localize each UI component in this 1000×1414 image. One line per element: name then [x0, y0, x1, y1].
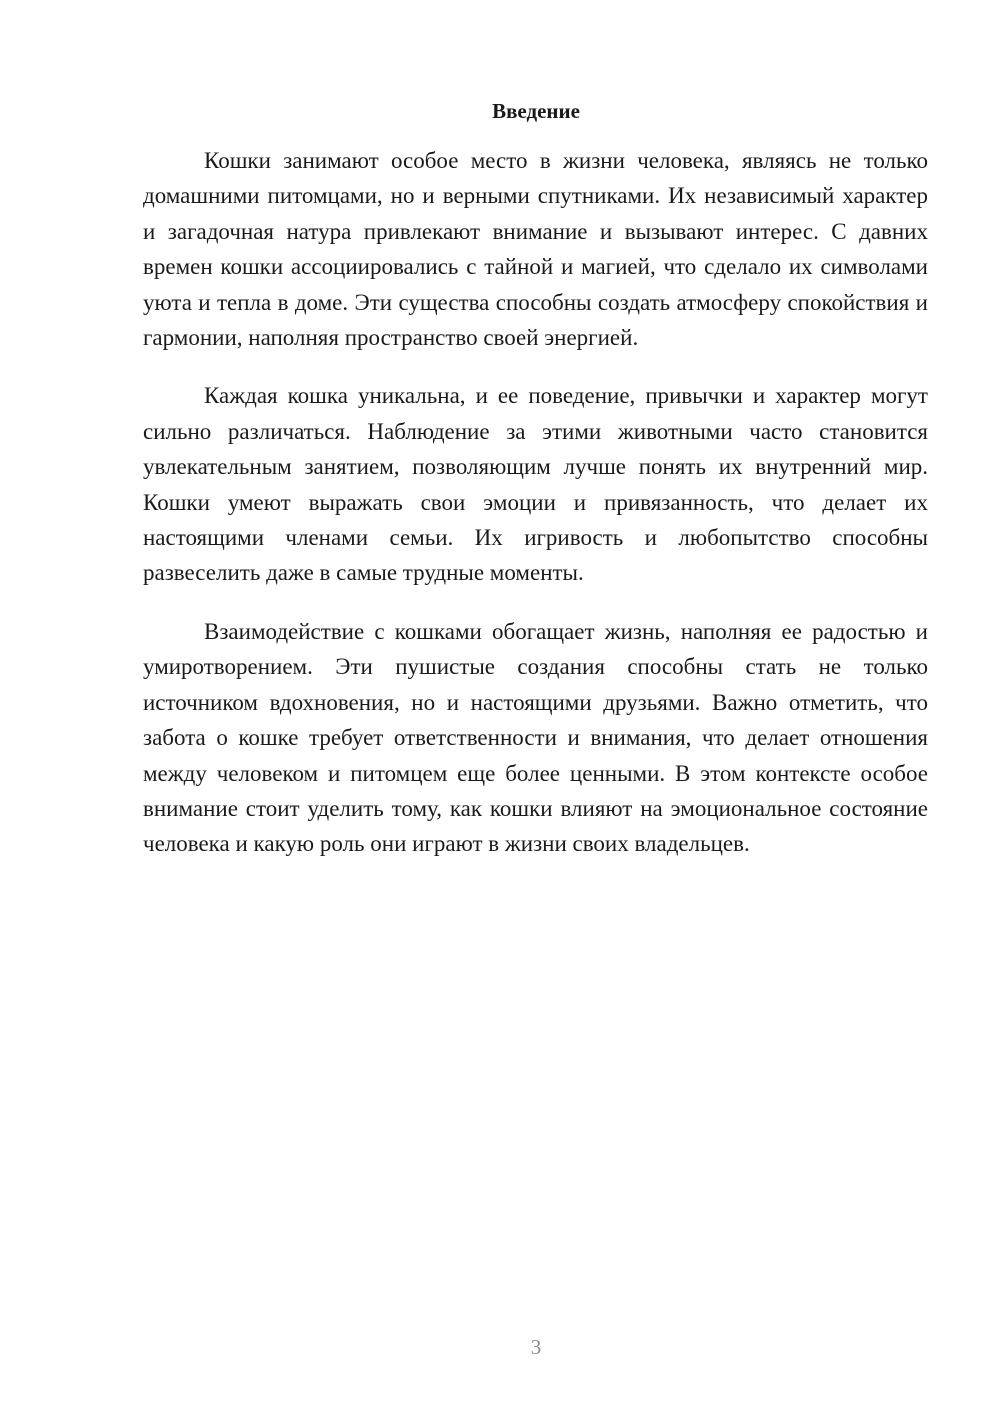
body-text: [143, 143, 928, 885]
paragraph-1: Кошки занимают особое место в жизни человека, являясь не только домашними питомцами, но и верными спутниками. Их независимый характер и загадочная натура привлекают внимание и вызывают интерес. С давних времен кошки ассоциировались с тайной и магией, что сделало их символами уюта и тепла в доме. Эти существа способны создать атмосферу спокойствия и гармонии, наполняя пространство своей энергией.: [143, 148, 928, 351]
paragraph-2: Каждая кошка уникальна, и ее поведение, привычки и характер могут сильно различаться. Наблюдение за этими животными часто становится увлекательным занятием, позволяющим лучше понять их внутренний мир. Кошки умеют выражать свои эмоции и привязанность, что делает их настоящими членами семьи. Их игривость и любопытство способны развеселить даже в самые трудные моменты.: [143, 383, 928, 586]
page-number: 3: [530, 1335, 542, 1359]
paragraph-3: Взаимодействие с кошками обогащает жизнь, наполняя ее радостью и умиротворением. Эти пушистые создания способны стать не только источником вдохновения, но и настоящими друзьями. Важно отметить, что забота о кошке требует ответственности и внимания, что делает отношения между человеком и питомцем еще более ценными. В этом контексте особое внимание стоит уделить тому, как кошки влияют на эмоциональное состояние человека и какую роль они играют в жизни своих владельцев.: [143, 618, 928, 857]
section-title: Введение: [492, 99, 580, 123]
